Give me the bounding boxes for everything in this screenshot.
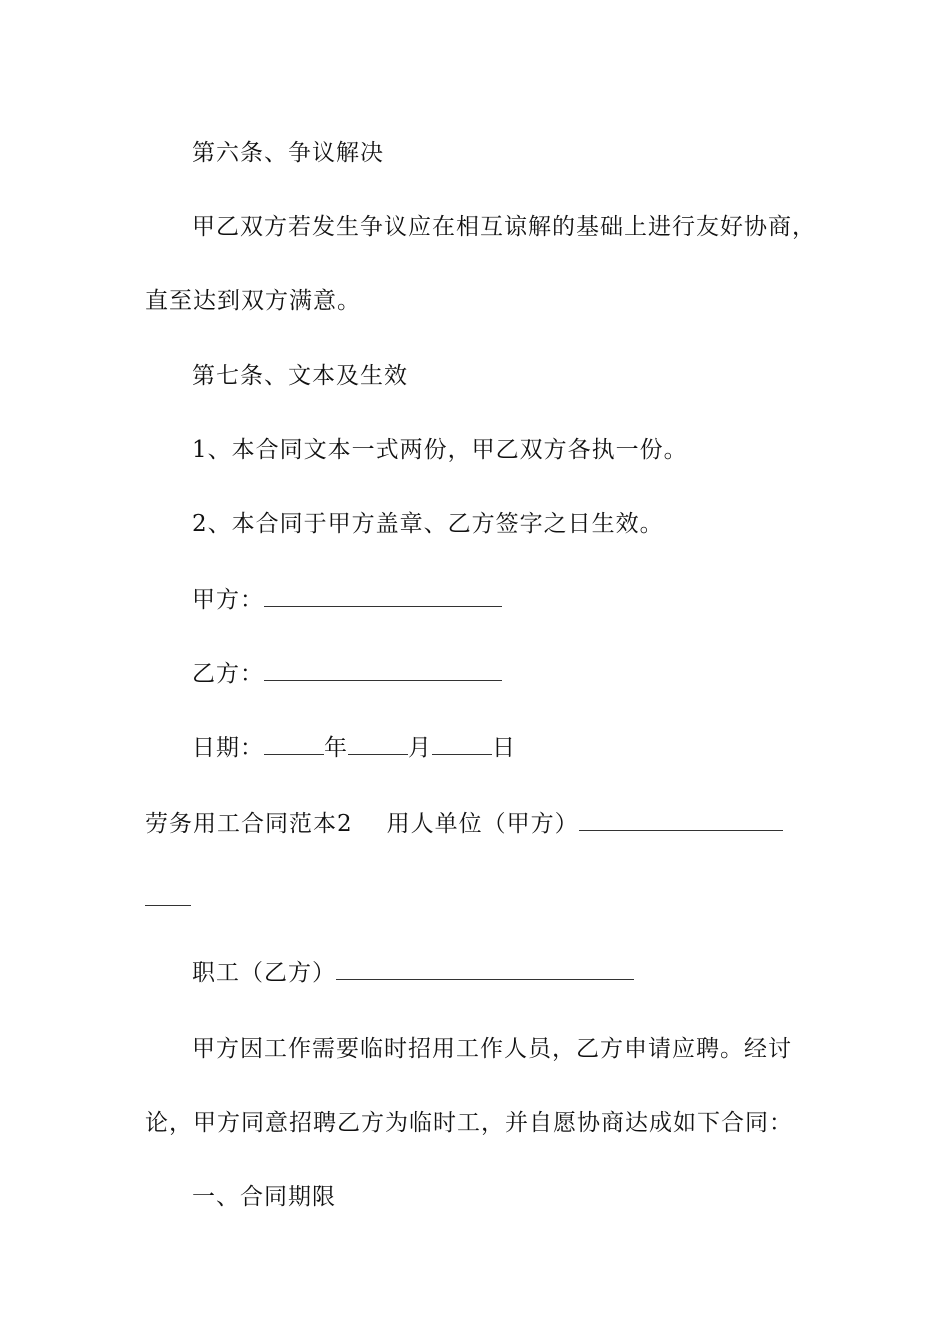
employer-blank (579, 810, 783, 831)
intro-line1: 甲方因工作需要临时招用工作人员，乙方申请应聘。经讨 (192, 1036, 792, 1062)
article7-item1: 1、本合同文本一式两份，甲乙双方各执一份。 (192, 437, 688, 463)
article7-item2: 2、本合同于甲方盖章、乙方签字之日生效。 (192, 511, 664, 537)
date-day-label: 日 (492, 735, 516, 761)
article6-text-line2: 直至达到双方满意。 (145, 288, 361, 314)
date-month-blank (348, 734, 408, 755)
party-b-signature-line (192, 659, 502, 689)
date-year-blank (264, 734, 324, 755)
employer-label: 用人单位（甲方） (386, 811, 579, 837)
date-label: 日期： (192, 735, 264, 761)
party-a-blank (264, 586, 502, 607)
article6-heading: 第六条、争议解决 (192, 140, 384, 166)
party-a-signature-line (192, 585, 502, 615)
article7-heading: 第七条、文本及生效 (192, 363, 408, 389)
party-a-label: 甲方： (192, 587, 264, 613)
date-day-blank (432, 734, 492, 755)
party-b-blank (264, 660, 502, 681)
article6-text-line1: 甲乙双方若发生争议应在相互谅解的基础上进行友好协商， (192, 214, 816, 240)
section1-heading: 一、合同期限 (192, 1184, 336, 1210)
employer-blank-continued (145, 885, 191, 906)
employer-blank-continued-line (145, 884, 191, 914)
date-month-label: 月 (408, 735, 432, 761)
date-line (192, 733, 516, 763)
sample2-header-line (145, 809, 783, 839)
sample2-title: 劳务用工合同范本2 (145, 811, 353, 837)
party-b-label: 乙方： (192, 661, 264, 687)
employee-line (192, 958, 634, 988)
date-year-label: 年 (324, 735, 348, 761)
employee-label: 职工（乙方） (192, 960, 336, 986)
intro-line2: 论，甲方同意招聘乙方为临时工，并自愿协商达成如下合同： (145, 1110, 793, 1136)
employee-blank (336, 959, 634, 980)
